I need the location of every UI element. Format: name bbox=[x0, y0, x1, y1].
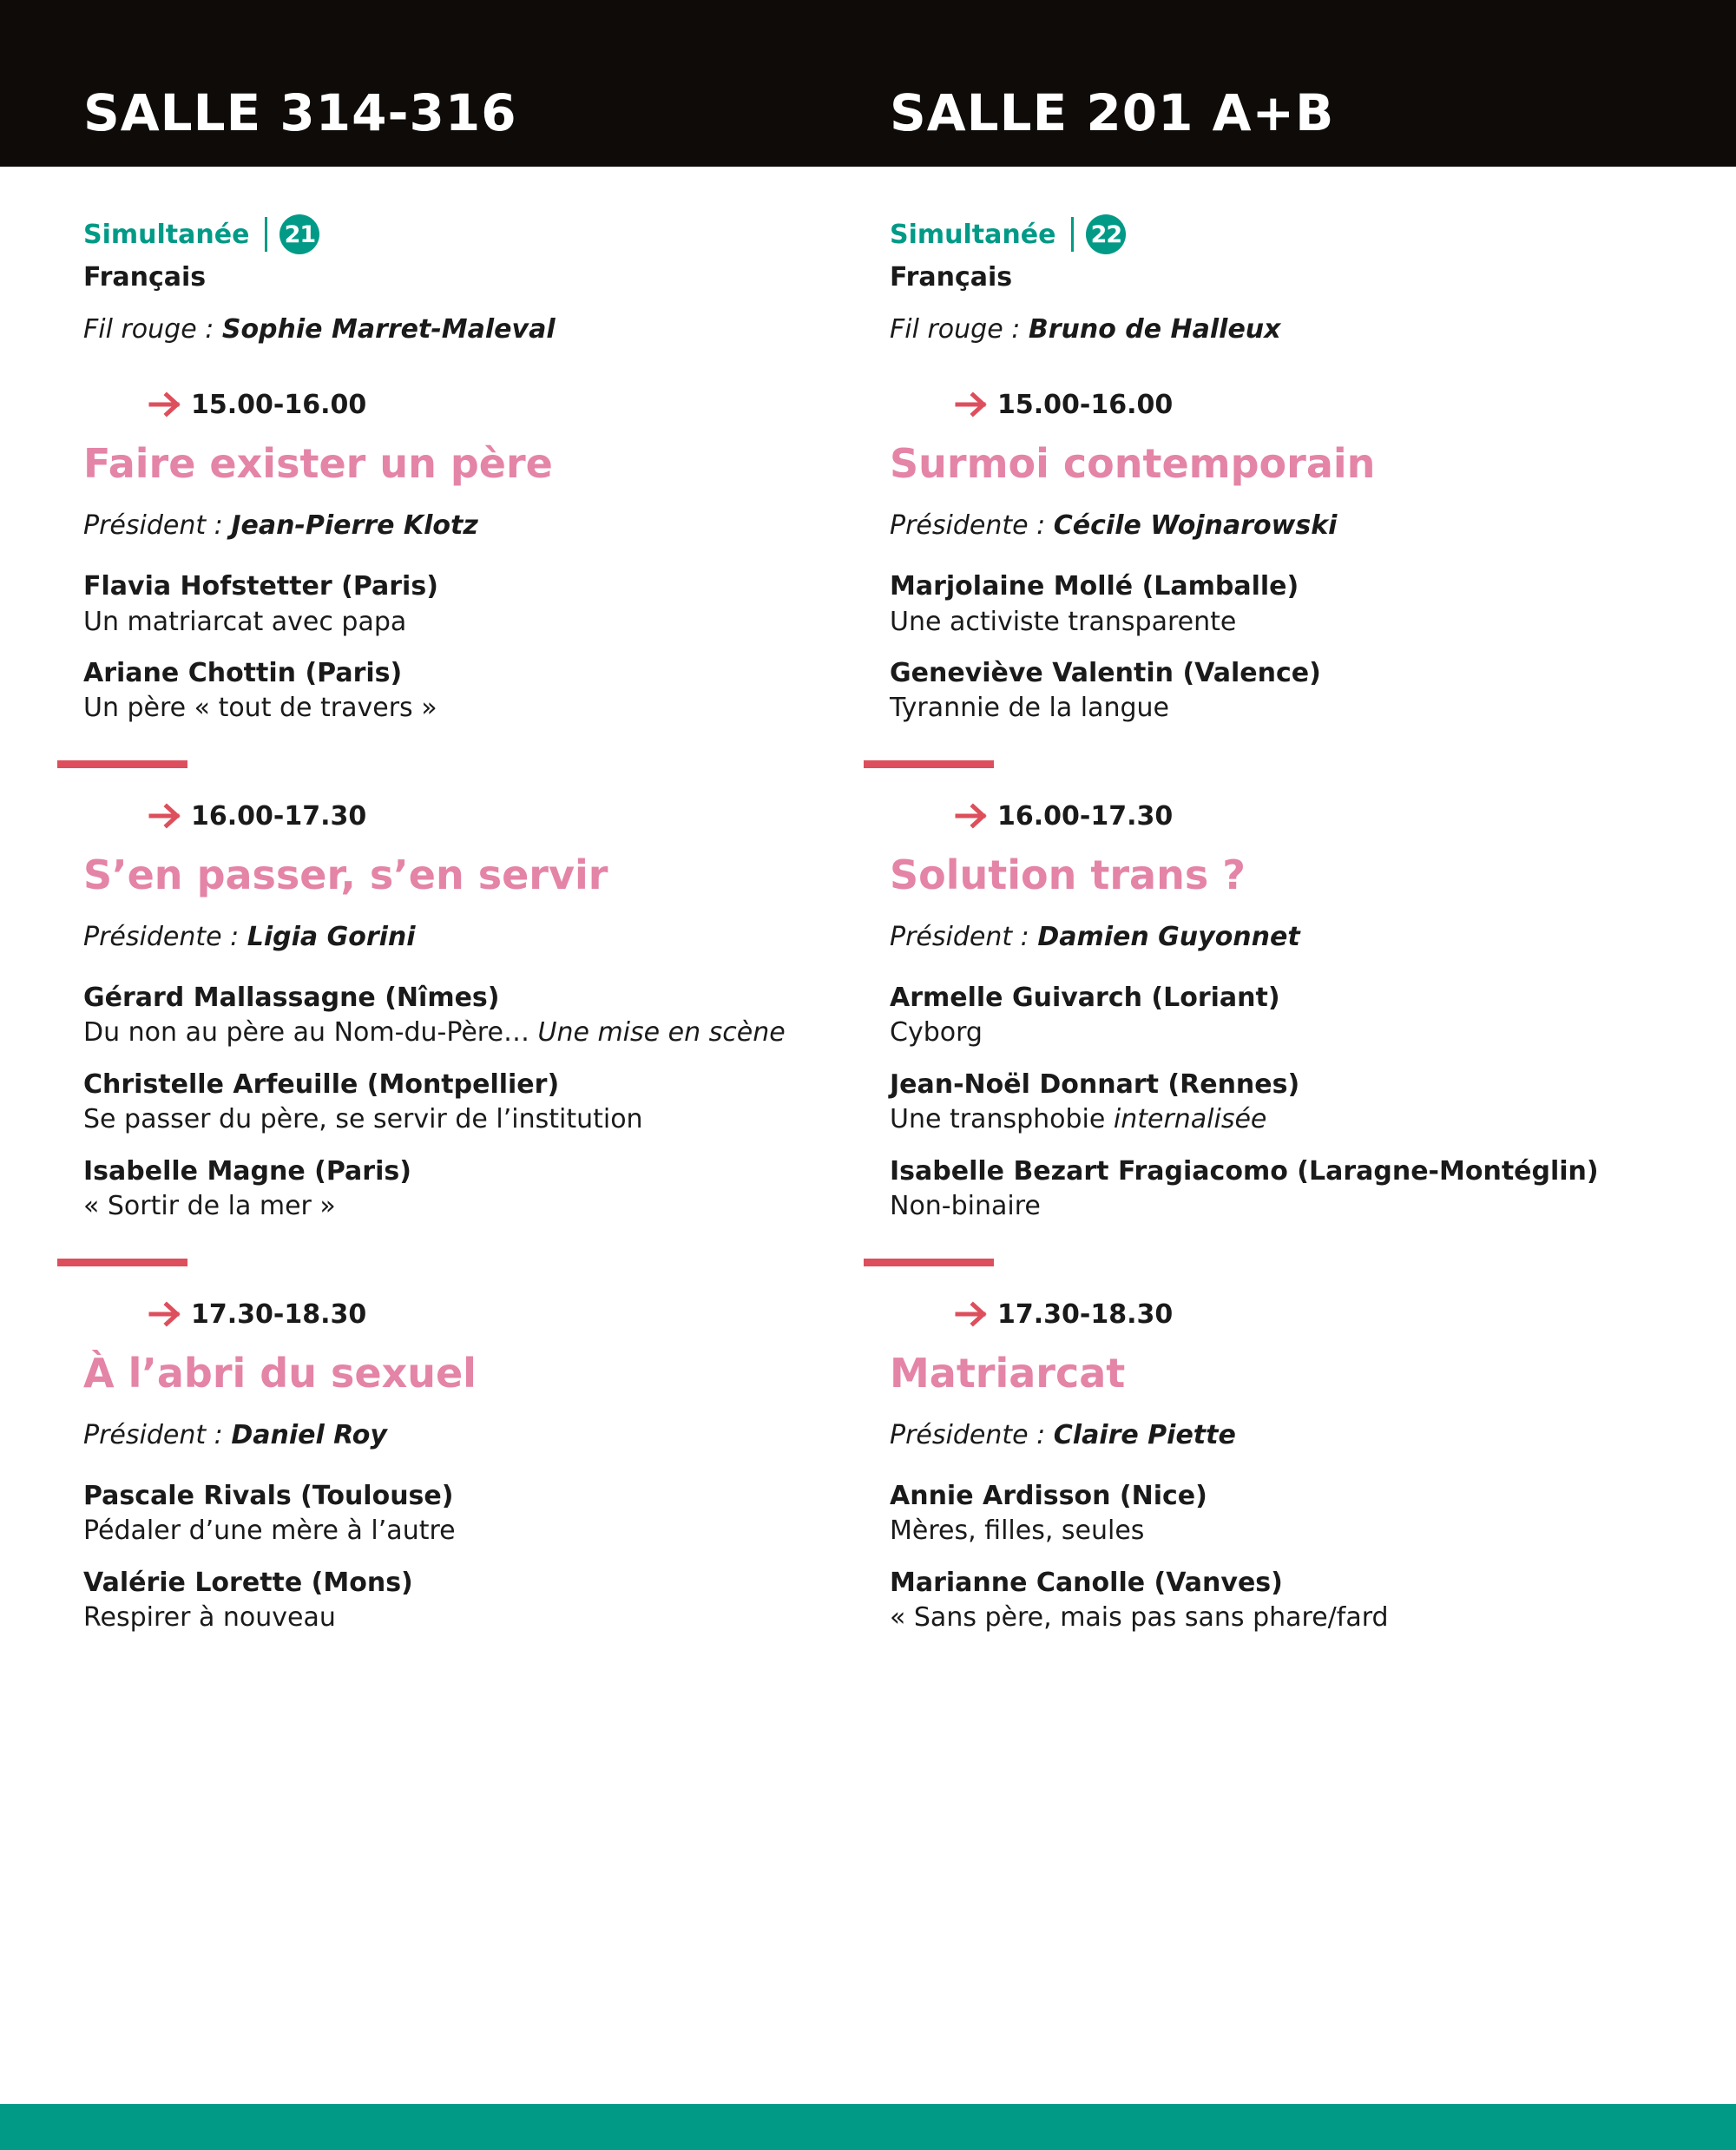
talk-title: Une activiste transparente bbox=[890, 607, 1237, 637]
chair-name: Ligia Gorini bbox=[247, 922, 416, 952]
talk-title: Pédaler d’une mère à l’autre bbox=[83, 1516, 456, 1546]
program-column-left bbox=[83, 0, 882, 2150]
talk-title: « Sortir de la mer » bbox=[83, 1191, 336, 1221]
fil-rouge: Fil rouge : Bruno de Halleux bbox=[890, 314, 1281, 345]
section-divider bbox=[864, 1259, 994, 1266]
simultanee-row bbox=[890, 214, 1126, 255]
time-slot bbox=[954, 1297, 1173, 1331]
session-time: 15.00-16.00 bbox=[997, 389, 1174, 420]
talk-title: Respirer à nouveau bbox=[83, 1602, 336, 1633]
section-divider bbox=[57, 760, 187, 768]
session-title: Surmoi contemporain bbox=[890, 440, 1376, 487]
talk-title: Non-binaire bbox=[890, 1191, 1041, 1221]
speaker-name: Ariane Chottin (Paris) bbox=[83, 658, 403, 688]
session-title: Faire exister un père bbox=[83, 440, 553, 487]
section-divider bbox=[864, 760, 994, 768]
chair-name: Cécile Wojnarowski bbox=[1053, 510, 1338, 541]
session-time: 15.00-16.00 bbox=[191, 389, 367, 420]
language-label: Français bbox=[890, 262, 1013, 293]
session-title: À l’abri du sexuel bbox=[83, 1350, 477, 1397]
time-slot bbox=[954, 387, 1173, 422]
talk-title: Cyborg bbox=[890, 1017, 983, 1048]
session-time: 16.00-17.30 bbox=[997, 800, 1174, 832]
fil-rouge-name: Bruno de Halleux bbox=[1028, 314, 1281, 345]
fil-rouge: Fil rouge : Sophie Marret-Maleval bbox=[83, 314, 556, 345]
arrow-right-icon bbox=[148, 802, 182, 830]
time-slot bbox=[148, 799, 366, 833]
speaker-name: Gérard Mallassagne (Nîmes) bbox=[83, 983, 500, 1013]
speaker-name: Jean-Noël Donnart (Rennes) bbox=[890, 1069, 1300, 1100]
session-title: S’en passer, s’en servir bbox=[83, 851, 608, 898]
talk-title: Mères, filles, seules bbox=[890, 1516, 1145, 1546]
program-column-right bbox=[890, 0, 1688, 2150]
session-chair: Présidente : Ligia Gorini bbox=[83, 922, 416, 952]
speaker-name: Marjolaine Mollé (Lamballe) bbox=[890, 571, 1299, 602]
time-slot bbox=[148, 387, 366, 422]
arrow-right-icon bbox=[148, 391, 182, 418]
language-label: Français bbox=[83, 262, 207, 293]
talk-title: Tyrannie de la langue bbox=[890, 693, 1170, 723]
fil-rouge-name: Sophie Marret-Maleval bbox=[221, 314, 556, 345]
speaker-name: Christelle Arfeuille (Montpellier) bbox=[83, 1069, 560, 1100]
chair-name: Damien Guyonnet bbox=[1037, 922, 1300, 952]
session-time: 16.00-17.30 bbox=[191, 800, 367, 832]
session-chair: Président : Damien Guyonnet bbox=[890, 922, 1300, 952]
separator bbox=[265, 217, 267, 252]
session-title: Matriarcat bbox=[890, 1350, 1126, 1397]
session-number-badge: 21 bbox=[279, 214, 319, 254]
simultanee-row bbox=[83, 214, 319, 255]
session-number-badge: 22 bbox=[1086, 214, 1126, 254]
speaker-name: Isabelle Magne (Paris) bbox=[83, 1156, 411, 1187]
talk-title: Du non au père au Nom-du-Père… Une mise en scène bbox=[83, 1017, 786, 1048]
session-chair: Président : Jean-Pierre Klotz bbox=[83, 510, 478, 541]
talk-title: Un père « tout de travers » bbox=[83, 693, 437, 723]
simultanee-label: Simultanée bbox=[890, 219, 1056, 250]
section-divider bbox=[57, 1259, 187, 1266]
session-chair: Président : Daniel Roy bbox=[83, 1420, 387, 1450]
speaker-name: Geneviève Valentin (Valence) bbox=[890, 658, 1321, 688]
session-title: Solution trans ? bbox=[890, 851, 1246, 898]
session-chair: Présidente : Claire Piette bbox=[890, 1420, 1236, 1450]
speaker-name: Armelle Guivarch (Loriant) bbox=[890, 983, 1280, 1013]
talk-title: « Sans père, mais pas sans phare/fard bbox=[890, 1602, 1389, 1633]
arrow-right-icon bbox=[954, 391, 989, 418]
session-time: 17.30-18.30 bbox=[191, 1299, 367, 1330]
simultanee-label: Simultanée bbox=[83, 219, 250, 250]
arrow-right-icon bbox=[148, 1300, 182, 1328]
session-chair: Présidente : Cécile Wojnarowski bbox=[890, 510, 1338, 541]
speaker-name: Marianne Canolle (Vanves) bbox=[890, 1568, 1283, 1598]
speaker-name: Annie Ardisson (Nice) bbox=[890, 1481, 1207, 1511]
speaker-name: Valérie Lorette (Mons) bbox=[83, 1568, 413, 1598]
time-slot bbox=[954, 799, 1173, 833]
speaker-name: Pascale Rivals (Toulouse) bbox=[83, 1481, 454, 1511]
speaker-name: Isabelle Bezart Fragiacomo (Laragne-Montéglin) bbox=[890, 1156, 1599, 1187]
session-time: 17.30-18.30 bbox=[997, 1299, 1174, 1330]
room-title-right: SALLE 201 A+B bbox=[890, 83, 1335, 142]
arrow-right-icon bbox=[954, 802, 989, 830]
chair-name: Daniel Roy bbox=[231, 1420, 387, 1450]
chair-name: Jean-Pierre Klotz bbox=[231, 510, 478, 541]
footer-bar bbox=[0, 2104, 1736, 2150]
talk-title: Se passer du père, se servir de l’institution bbox=[83, 1104, 643, 1134]
time-slot bbox=[148, 1297, 366, 1331]
speaker-name: Flavia Hofstetter (Paris) bbox=[83, 571, 438, 602]
talk-title: Une transphobie internalisée bbox=[890, 1104, 1267, 1134]
chair-name: Claire Piette bbox=[1053, 1420, 1236, 1450]
arrow-right-icon bbox=[954, 1300, 989, 1328]
talk-title: Un matriarcat avec papa bbox=[83, 607, 407, 637]
room-title-left: SALLE 314-316 bbox=[83, 83, 517, 142]
separator bbox=[1071, 217, 1074, 252]
